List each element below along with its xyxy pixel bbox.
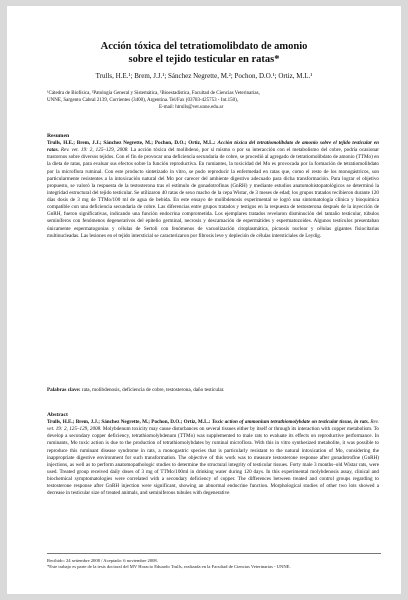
keywords	[47, 387, 379, 394]
resumen-citation-title: Acción tóxica del tetratiomolibdato de amonio sobre el tejido testicular en ratas.	[47, 140, 379, 154]
abstract-citation-authors: Trulls, H.E.; Brem, J.J.; Sánchez Negrette, M.; Pochon, D.O.; Ortiz, M.L.:	[47, 419, 211, 425]
keywords-label: Palabras clave:	[47, 387, 81, 393]
paper-page	[7, 6, 401, 594]
abstract-citation-title: Toxic action of ammonium tetrathiomolybdate on testicular tissue, in rats.	[211, 419, 369, 425]
affiliation-line-2: UNNE, Sargento Cabral 2139, Corrientes (3400), Argentina. Tel/Fax (03783-425753 - Int.150),	[47, 98, 239, 104]
resumen-citation-journal: Rev. vet. 19: 2, 125–129, 2008.	[60, 147, 129, 154]
affiliation-email: E-mail: htrulls@vet.unne.edu.ar	[159, 105, 224, 111]
abstract-heading: Abstract	[47, 412, 68, 418]
abstract-body	[47, 419, 379, 548]
footnote-dates: Recibido: 24 setiembre 2008 / Aceptado: 6 noviembre 2008.	[47, 558, 158, 563]
resumen-body	[47, 140, 379, 380]
affiliation	[47, 90, 361, 111]
author-list: Trulls, H.E.¹; Brem, J.J.¹; Sánchez Negrette, M.²; Pochon, D.O.¹; Ortiz, M.L.¹	[95, 72, 313, 80]
title-line-1: Acción tóxica del tetratiomolibdato de amonio	[100, 41, 308, 52]
footnotes	[47, 558, 379, 571]
keywords-text: rata, molibdenosis, deficiencia de cobre, testosterona, daño testicular.	[81, 387, 225, 393]
title-line-2: sobre el tejido testicular en ratas*	[128, 54, 280, 65]
resumen-citation-authors: Trulls, H.E.; Brem, J.J.; Sánchez Negrette, M.; Pochon, D.O.; Ortiz, M.L.:	[47, 140, 216, 146]
abstract-citation-journal: Rev. vet. 19: 2, 125–129, 2008.	[47, 419, 379, 433]
abstract-text: Molybdenum toxicity may cause disturbances on several tissues either by itself or through its interaction with copper metabolism. To develop a secondary copper deficiency, tetrathiomolybdenum (TTMo) was supplemented to male rats to evaluate its effects on reproductive performance. In ruminants, Mo toxic action is due to the production of tetrathiomolybdates by ruminal microflora. With this in vitro synthesized metabolite, it was possible to reproduce this ruminant disease syndrome in rats, a monogastric species that is particularly resistant to the natural intoxication of Mo, considering the inappropriate digestive environment for such transformation. The objective of this work was to measure testosterone response after gonadotrofine (GnRH) injections, as well as to perform anatomopathologic studies to determine the structural integrity of testicular tissues. Forty male 3 months–old Wistar rats, were used. Treated group received daily doses of 3 mg of TTMo/100ml in drinking water during 120 days. In this experimental molybdenosis assay, clinical and biochemical symptomatologies were correlated with a secondary deficiency of copper. The differences between treated and control groups regarding to testosterone response after GnRH injection were significant, showing an abnormal endocrine function. Morphological studies of other two lots showed a decrease in testicular size of treated animals, and seminiferous tubules with degenerative	[47, 426, 379, 497]
resumen-text: La acción tóxica del molibdeno, por sí mismo o por su interacción con el metabolismo del cobre, podría ocasionar trastornos sobre diversos tejidos. Con el fin de provocar una deficiencia secundaria de cobre, se procedió al agregado de tetratiomolibdato de amonio (TTMo) en la dieta de ratas, para evaluar sus efectos sobre la función reproductiva. En rumiantes, la toxicidad del Mo es provocada por la formación de tetratiomolibdato por la microflora ruminal. Con este producto sintetizado in vitro, se pudo reproducir la enfermedad en ratas que, como el resto de los monogástricos, son particularmente resistentes a la intoxicación natural del Mo por carecer del ambiente digestivo adecuado para dicha transformación. Para lograr el objetivo propuesto, se valoró la respuesta de la testosterona tras el estímulo de gonadotrofinas (GnRH) y mediante estudios anatomohistopatológicos se determinó la integridad estructural del tejido testicular. Se utilizaron 40 ratas de sexo macho de la cepa Wistar, de 3 meses de edad; los grupos tratados recibieron durante 120 días dosis de 3 mg de TTMo/100 ml de agua de bebida. En este ensayo de molibdenosis experimental se logró una sintomatología clínica y bioquímica compatible con una deficiencia secundaria de cobre. Las diferencias entre grupos tratados y testigos en la respuesta de testosterona después de la inyección de GnRH, fueron significativas, indicando una función endocrina comprometida. Los ejemplares tratados revelaron disminución del tamaño testicular, túbulos seminíferos con fenómenos degenerativos del epitelio germinal, necrosis y descamación de espermátides y espermatozoides. Algunos testículos presentaban únicamente espermatogonias y células de Sertoli con fenómenos de vacuolización citoplasmática, picnosis nuclear y células gigantes fisiocitarias multinucleadas. Las lesiones en el tejido intersticial se caracterizaron por fibrosis leve y depleción de células intersticiales de Leydig.	[47, 147, 379, 239]
footnote-divider	[47, 553, 381, 554]
paper-title	[27, 40, 381, 66]
resumen-heading: Resumen	[47, 133, 70, 139]
affiliation-line-1: ¹Cátedra de Biofísica, ²Patología General y Sistemática, ¹Bioestadística, Facultad de Ciencias Veterinarias,	[47, 91, 260, 96]
footnote-thesis-note: *Este trabajo es parte de la tesis doctoral del MV Horacio Eduardo Trulls, realizada en la Facultad de Ciencias Veterinarias - UNNE.	[47, 564, 291, 570]
